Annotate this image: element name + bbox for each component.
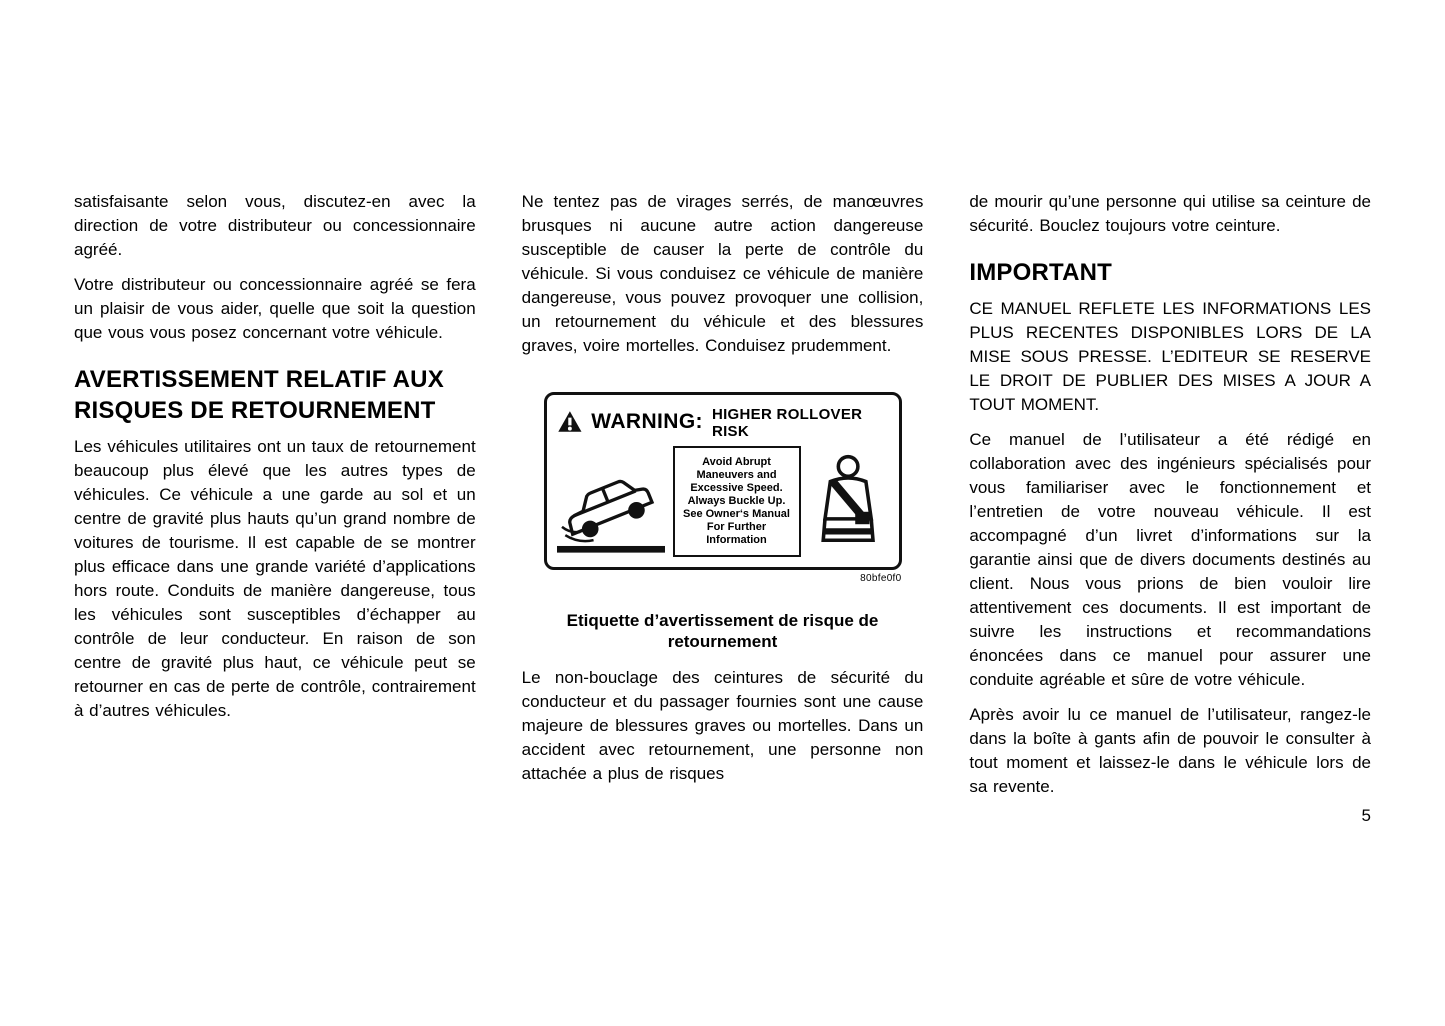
warning-line-3: See Owner‘s Manual For Further Information xyxy=(683,508,790,546)
paragraph: Le non-bouclage des ceintures de sécurité du conducteur et du passager fournies sont une cause majeure de blessures graves ou mortelles. Dans un accident avec retournement, une personne non attachée a plus de risques xyxy=(521,668,924,783)
section-heading-rollover: AVERTISSEMENT RELATIF AUX RISQUES DE RETOURNEMENT xyxy=(74,366,444,424)
paragraph: Votre distributeur ou concessionnaire agréé se fera un plaisir de vous aider, quelle que soit la question que vous vous posez concernant votre véhicule. xyxy=(74,275,476,342)
column-1 xyxy=(74,190,476,810)
rollover-vehicle-graphic xyxy=(557,446,665,557)
buckled-person-graphic xyxy=(809,446,889,557)
column-3 xyxy=(969,190,1371,810)
rollover-warning-label xyxy=(544,392,902,570)
paragraph: Ce manuel de l’utilisateur a été rédigé en collaboration avec des ingénieurs spécialisés pour vous familiariser avec le fonctionnement et l’entretien de votre nouveau véhicule. Il est accompagné d’un livret d’informations sur la garantie ainsi que de divers documents destinés au client. Nous vous prions de bien vouloir lire attentivement ces documents. Il est important de suivre les instructions et recommandations énoncées dans ce manuel pour assurer une conduite agréable et sûre de votre véhicule. xyxy=(969,430,1372,689)
label-part-code: 80bfe0f0 xyxy=(860,573,902,584)
buckled-person-icon xyxy=(809,453,889,551)
rollover-warning-figure xyxy=(522,392,924,652)
warning-label-header xyxy=(557,403,889,440)
page-number: 5 xyxy=(1361,806,1371,825)
column-2 xyxy=(522,190,924,810)
warning-line-2: Always Buckle Up. xyxy=(687,495,786,507)
paragraph-caps: CE MANUEL REFLETE LES INFORMATIONS LES PLUS RECENTES DISPONIBLES LORS DE LA MISE SOUS PRESSE. L’EDITEUR SE RESERVE LE DROIT DE PUBLIER DES MISES A JOUR A TOUT MOMENT. xyxy=(969,299,1372,414)
warning-label-body xyxy=(557,446,889,557)
figure-caption: Etiquette d’avertissement de risque de retournement xyxy=(566,611,879,651)
paragraph: Ne tentez pas de virages serrés, de manœuvres brusques ni aucune autre action dangereuse susceptible de causer la perte de contrôle du véhicule. Si vous conduisez ce véhicule de manière dangereuse, vous pouvez provoquer une collision, un retournement du véhicule et des blessures graves, voire mortelles. Conduisez prudemment. xyxy=(521,192,924,355)
rollover-vehicle-icon xyxy=(557,461,665,557)
warning-triangle-icon xyxy=(557,409,583,434)
section-heading-important: IMPORTANT xyxy=(969,259,1113,286)
paragraph: Les véhicules utilitaires ont un taux de retournement beaucoup plus élevé que les autres types de véhicules. Ce véhicule a une garde au sol et un centre de gravité plus hauts qu’un grand nombre de voitures de tourisme. Il est capable de se montrer plus efficace dans une grande variété d’applications hors route. Conduits de manière dangereuse, tous les véhicules sont susceptibles d’échapper au contrôle de leur conducteur. En raison de son centre de gravité plus haut, ce véhicule peut se retourner en cas de perte de contrôle, contrairement à d’autres véhicules. xyxy=(74,437,476,720)
paragraph: de mourir qu’une personne qui utilise sa ceinture de sécurité. Bouclez toujours votre ceinture. xyxy=(969,192,1372,235)
warning-line-1: Avoid Abrupt Maneuvers and Excessive Speed. xyxy=(690,456,783,494)
paragraph: satisfaisante selon vous, discutez-en avec la direction de votre distributeur ou concessionnaire agréé. xyxy=(74,192,476,259)
warning-title: HIGHER ROLLOVER RISK xyxy=(711,406,863,440)
warning-label-text xyxy=(673,446,801,557)
warning-word: WARNING: xyxy=(591,409,703,433)
paragraph: Après avoir lu ce manuel de l’utilisateur, rangez-le dans la boîte à gants afin de pouvoir le consulter à tout moment et laissez-le dans le véhicule lors de sa revente. xyxy=(969,705,1372,796)
